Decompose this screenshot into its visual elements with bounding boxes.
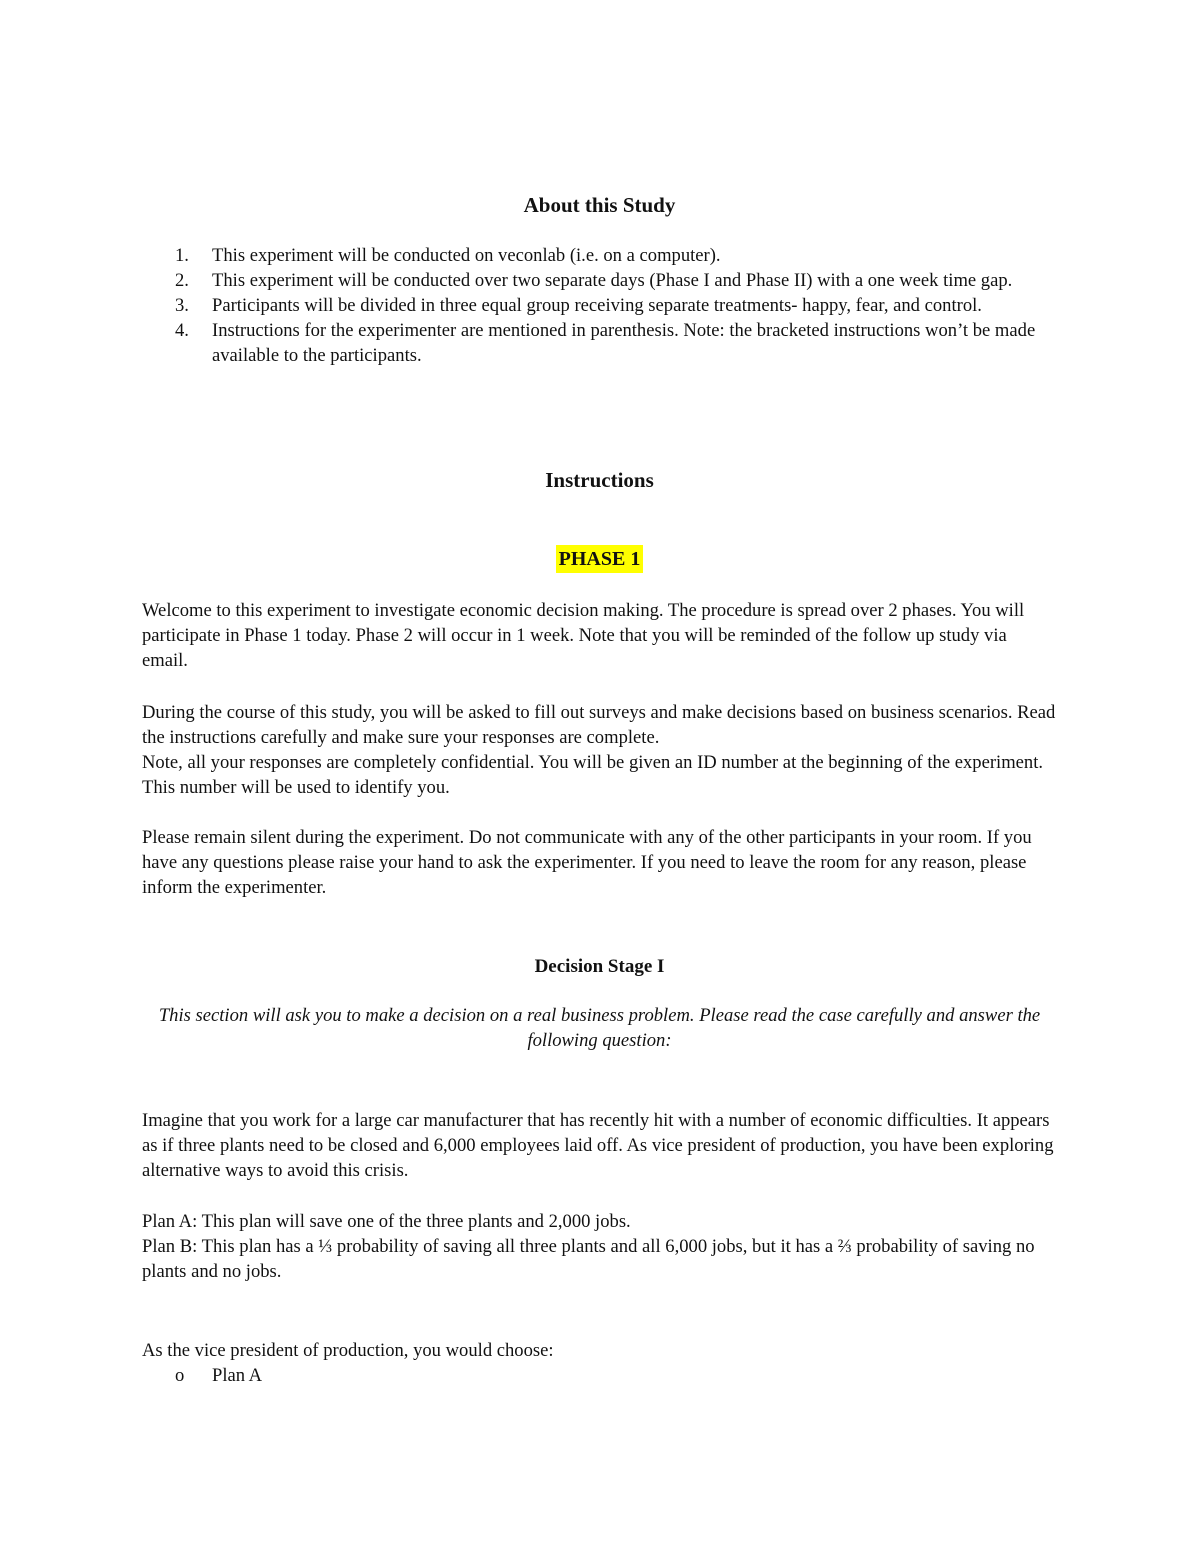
survey-paragraph-line: During the course of this study, you will be asked to fill out surveys and make decisions based on business scenarios. Read the instructions carefully and make sure your responses are complete. bbox=[142, 702, 1056, 748]
list-item bbox=[142, 293, 1057, 318]
about-study-list bbox=[142, 243, 1057, 368]
decision-stage-heading: Decision Stage I bbox=[534, 956, 665, 977]
survey-paragraph bbox=[142, 700, 1057, 800]
choice-question: As the vice president of production, you would choose: bbox=[142, 1340, 554, 1361]
plan-b-text: Plan B: This plan has a ⅓ probability of saving all three plants and all 6,000 jobs, but it has a ⅔ probability of saving no plants and no jobs. bbox=[142, 1236, 1035, 1282]
phase-label-highlight: PHASE 1 bbox=[556, 545, 644, 573]
phase-heading bbox=[142, 545, 1057, 573]
list-item-number: 3. bbox=[175, 295, 189, 316]
list-item bbox=[142, 243, 1057, 268]
option-label[interactable]: Plan A bbox=[212, 1365, 263, 1386]
silence-paragraph: Please remain silent during the experiment. Do not communicate with any of the other participants in your room. If you have any questions please raise your hand to ask the experimenter. If you need to leave the room for any reason, please inform the experimenter. bbox=[142, 827, 1032, 898]
list-item bbox=[142, 318, 1057, 368]
list-item-number: 2. bbox=[175, 270, 189, 291]
list-item-text: Instructions for the experimenter are mentioned in parenthesis. Note: the bracketed instructions won’t be made available to the participants. bbox=[212, 320, 1036, 366]
list-item-text: This experiment will be conducted on veconlab (i.e. on a computer). bbox=[212, 245, 721, 266]
welcome-paragraph: Welcome to this experiment to investigate economic decision making. The procedure is spread over 2 phases. You will participate in Phase 1 today. Phase 2 will occur in 1 week. Note that you will be reminded of the follow up study via email. bbox=[142, 600, 1025, 671]
list-item-text: Participants will be divided in three equal group receiving separate treatments- happy, fear, and control. bbox=[212, 295, 982, 316]
scenario-paragraph: Imagine that you work for a large car manufacturer that has recently hit with a number of economic difficulties. It appears as if three plants need to be closed and 6,000 employees laid off. As vice president of production, you have been exploring alternative ways to avoid this crisis. bbox=[142, 1110, 1054, 1181]
instructions-heading: Instructions bbox=[545, 468, 654, 492]
plans-block bbox=[142, 1209, 1057, 1284]
list-item-text: This experiment will be conducted over two separate days (Phase I and Phase II) with a one week time gap. bbox=[212, 270, 1013, 291]
decision-stage-intro: This section will ask you to make a decision on a real business problem. Please read the case carefully and answer the following question: bbox=[158, 1005, 1041, 1051]
list-item-number: 4. bbox=[175, 320, 189, 341]
list-item-number: 1. bbox=[175, 245, 189, 266]
about-study-heading: About this Study bbox=[523, 193, 676, 217]
list-item bbox=[142, 268, 1057, 293]
option-bullet-icon[interactable]: o bbox=[175, 1365, 185, 1386]
confidential-paragraph-line: Note, all your responses are completely confidential. You will be given an ID number at the beginning of the experiment. This number will be used to identify you. bbox=[142, 752, 1044, 798]
plan-a-text: Plan A: This plan will save one of the three plants and 2,000 jobs. bbox=[142, 1211, 631, 1232]
